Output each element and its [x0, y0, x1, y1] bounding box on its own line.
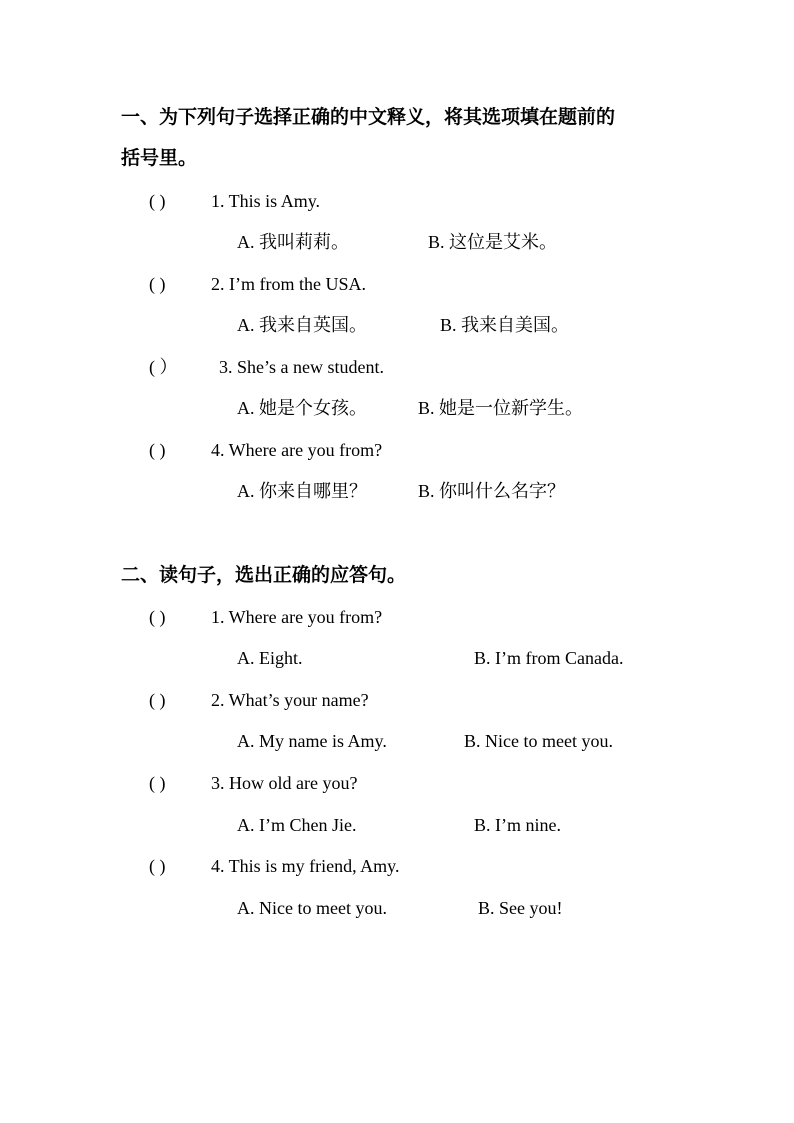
option-a: A. Eight.: [237, 648, 303, 668]
question-text: 2. I’m from the USA.: [211, 274, 366, 294]
question-text: 3. She’s a new student.: [219, 357, 384, 377]
question-text: 4. This is my friend, Amy.: [211, 856, 400, 876]
option-b: B. Nice to meet you.: [464, 731, 613, 751]
question-text: 3. How old are you?: [211, 773, 358, 793]
question-text: 1. Where are you from?: [211, 607, 383, 627]
option-a: A. 我来自英国。: [237, 315, 367, 335]
option-b: B. I’m nine.: [474, 815, 561, 835]
answer-bracket[interactable]: ( ): [149, 607, 166, 627]
answer-bracket[interactable]: ( ): [149, 856, 166, 876]
answer-bracket[interactable]: ( ): [149, 191, 166, 211]
option-a: A. Nice to meet you.: [237, 898, 387, 918]
option-a: A. My name is Amy.: [237, 731, 387, 751]
section1-heading-line2: 括号里。: [121, 148, 198, 169]
option-a: A. 她是个女孩。: [237, 398, 367, 418]
option-b: B. 你叫什么名字？: [418, 481, 566, 501]
answer-bracket[interactable]: ( ）: [149, 357, 178, 377]
option-a: A. I’m Chen Jie.: [237, 815, 357, 835]
question-text: 4. Where are you from?: [211, 440, 383, 460]
question-text: 2. What’s your name?: [211, 690, 369, 710]
answer-bracket[interactable]: ( ): [149, 690, 166, 710]
answer-bracket[interactable]: ( ): [149, 274, 166, 294]
option-a: A. 我叫莉莉。: [237, 232, 349, 252]
question-text: 1. This is Amy.: [211, 191, 321, 211]
option-b: B. 她是一位新学生。: [418, 398, 584, 418]
option-b: B. I’m from Canada.: [474, 648, 624, 668]
answer-bracket[interactable]: ( ): [149, 773, 166, 793]
section2-heading: 二、读句子，选出正确的应答句。: [121, 565, 407, 586]
answer-bracket[interactable]: ( ): [149, 440, 166, 460]
option-a: A. 你来自哪里？: [237, 481, 367, 501]
option-b: B. 我来自美国。: [440, 315, 570, 335]
option-b: B. See you!: [478, 898, 563, 918]
option-b: B. 这位是艾米。: [428, 232, 558, 252]
section1-heading-line1: 一、为下列句子选择正确的中文释义，将其选项填在题前的: [121, 107, 616, 128]
